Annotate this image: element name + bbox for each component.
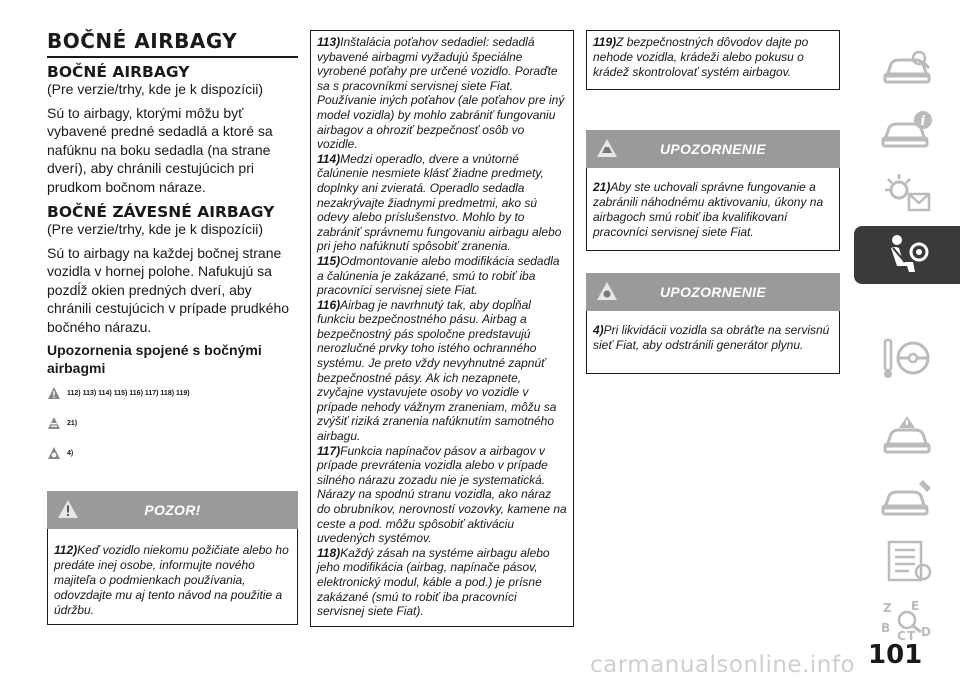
upozornenie-title: UPOZORNENIE [660,284,766,300]
svg-text:E: E [911,599,920,613]
note-number: 21) [593,180,611,194]
airbag-seat-icon [879,232,935,278]
environment-triangle-icon [47,446,61,460]
note-text: Funkcia napínačov pásov a airbagov v prípade prevrátenia vozidla alebo v prípade silného nárazu zozadu nie je systematická. Nárazy na spodnú stranu vozidla, ako náraz do obrubníkov, nerovností vozovky, kamene na ceste a pod. môžu spôsobiť aktiváciu uvedených systémov. [317,443,567,546]
environment-triangle-icon [596,281,618,301]
lights-message-icon [879,170,935,216]
svg-text:i: i [920,114,926,129]
note-number: 112) [54,543,78,557]
ref-line-1 [47,383,298,403]
alphabet-index-icon [879,598,935,644]
note-119-box [586,30,840,90]
note-text: Pri likvidácii vozidla sa obráťte na servisnú sieť Fiat, aby odstránili generátor plynu. [593,323,830,352]
curtain-airbags-note: (Pre verzie/trhy, kde je k dispozícii) [47,221,264,237]
note-text: Inštalácia poťahov sedadiel: sedadlá vybavené airbagmi vyžadujú špeciálne vyrobené poťahy pre určené vozidlo. Poraďte sa s pracovníkmi servisnej siete Fiat. Používanie iných poťahov (ale poťahov pre iný model vozidla) by mohlo zabrániť fungovaniu airbagov a ohroziť bezpečnosť osôb vo vozidle. [317,35,565,152]
upozornenie-box-2 [586,273,840,374]
side-airbags-note: (Pre verzie/trhy, kde je k dispozícii) [47,81,264,97]
svg-text:D: D [921,625,931,639]
upozornenie-header [586,130,840,168]
upozornenie-body [586,168,840,251]
tab-car-info[interactable] [854,102,960,160]
car-info-icon [879,108,935,154]
notes-box [310,30,574,627]
svg-text:T: T [907,629,916,643]
note-number: 115) [317,253,341,268]
side-airbags-text: Sú to airbagy, ktorými môžu byť vybavené predné sedadlá a ktoré sa nafúknu na boku sedadla (na strane dverí), aby chránili cestujúcich pri prudkom bočnom náraze. [47,104,273,195]
tab-emergency[interactable] [854,408,960,466]
note-118 [317,546,567,619]
note-text: Aby ste uchovali správne fungovanie a zabránili náhodnému aktivovaniu, úkony na airbagoch smú robiť iba kvalifikovaní pracovníci servisnej siete Fiat. [593,180,824,239]
column-3 [586,30,840,374]
pozor-header [47,491,298,529]
note-text: Z bezpečnostných dôvodov dajte po nehode vozidla, krádeži alebo pokusu o krádež skontrolovať systém airbagov. [593,35,809,79]
note-115 [317,254,567,298]
upozornenie-body [586,311,840,374]
side-airbags-heading: BOČNÉ AIRBAGY [47,63,190,81]
note-number: 118) [317,545,341,560]
svg-text:Z: Z [883,601,892,615]
note-number: 114) [317,151,341,166]
pozor-body [47,529,298,625]
car-service-icon [879,476,935,522]
note-text: Airbag je navrhnutý tak, aby dopĺňal funkciu bezpečnostného pásu. Airbag a bezpečnostný pás spoločne predstavujú nerozlučné prvky toho istého ochranného systému. Je preto vždy nevyhnutné zapnúť bezpečnostné pásy. Ak ich nezapnete, zvyčajne vystavujete osoby vo vozidle v prípade nehody vážnym zraneniam, môžu sa zvýšiť riziká zranenia nafúknutím samotného airbagu. [317,297,557,444]
note-114 [317,152,567,254]
pozor-title: POZOR! [144,502,201,518]
key-steering-icon [879,336,935,382]
note-number: 4) [593,323,604,337]
caution-triangle-icon [596,138,618,158]
curtain-airbags-text: Sú to airbagy na každej bočnej strane vozidla v hornej polohe. Nafukujú sa pozdĺž okien predných dverí, aby chránili cestujúcich v prípade prudkého bočného nárazu. [47,244,290,335]
tab-safety[interactable] [854,226,960,284]
note-number: 113) [317,35,341,49]
tab-starting-driving[interactable] [854,330,960,388]
note-117 [317,444,567,546]
note-text: Odmontovanie alebo modifikácia sedadla a čalúnenia je zakázané, smú to robiť iba pracovníci servisnej siete Fiat. [317,253,560,298]
column-1 [47,30,298,625]
curtain-airbags-heading: BOČNÉ ZÁVESNÉ AIRBAGY [47,203,275,221]
warning-triangle-icon [47,386,61,400]
tab-car-overview[interactable] [854,40,960,98]
pozor-box [47,491,298,625]
tab-specifications[interactable] [854,532,960,590]
upozornenie-header [586,273,840,311]
car-overview-icon [879,46,935,92]
tab-lights-messages[interactable] [854,164,960,222]
ref-line-2 [47,413,298,433]
warnings-heading: Upozornenia spojené s bočnými airbagmi [47,342,262,376]
svg-text:C: C [897,629,906,643]
ref-list: 112) 113) 114) 115) 116) 117) 118) 119) [67,389,190,397]
note-number: 119) [593,35,617,49]
ref-list: 21) [67,419,78,427]
note-116 [317,298,567,444]
note-text: Medzi operadlo, dvere a vnútorné čalúnenie nesmiete klásť žiadne predmety, doplnky ani zvieratá. Operadlo sedadla nezakrývajte žiadnymi predmetmi, ako sú odevy alebo príslušenstvo. Mohlo by to zabrániť správnemu fungovaniu airbagu alebo pri jeho nafúknutí spôsobiť zranenia. [317,151,562,254]
note-number: 117) [317,443,341,458]
upozornenie-title: UPOZORNENIE [660,141,766,157]
upozornenie-box-1 [586,130,840,251]
note-113 [317,35,567,152]
column-2 [310,30,574,627]
car-warning-icon [879,414,935,460]
ref-line-3 [47,443,298,463]
warning-triangle-icon [57,499,79,519]
section-title: BOČNÉ AIRBAGY [47,30,298,58]
page-number: 101 [868,640,923,670]
ref-list: 4) [67,449,74,457]
list-specs-icon [879,538,935,584]
note-text: Každý zásah na systéme airbagu alebo jeho modifikácia (airbag, napínače pásov, elektronický modul, káble a pod.) je prísne zakázané (smú to robiť iba pracovníci servisnej siete Fiat). [317,545,550,619]
svg-text:B: B [881,621,891,635]
note-text: Keď vozidlo niekomu požičiate alebo ho predáte inej osobe, informujte nového majiteľa o podmienkach používania, odovzdajte mu aj tento návod na použitie a údržbu. [54,543,289,617]
caution-triangle-icon [47,416,61,430]
tab-service[interactable] [854,470,960,528]
note-number: 116) [317,297,341,312]
chapter-sidebar [854,30,960,643]
watermark: carmanualsonline.info [590,652,856,678]
